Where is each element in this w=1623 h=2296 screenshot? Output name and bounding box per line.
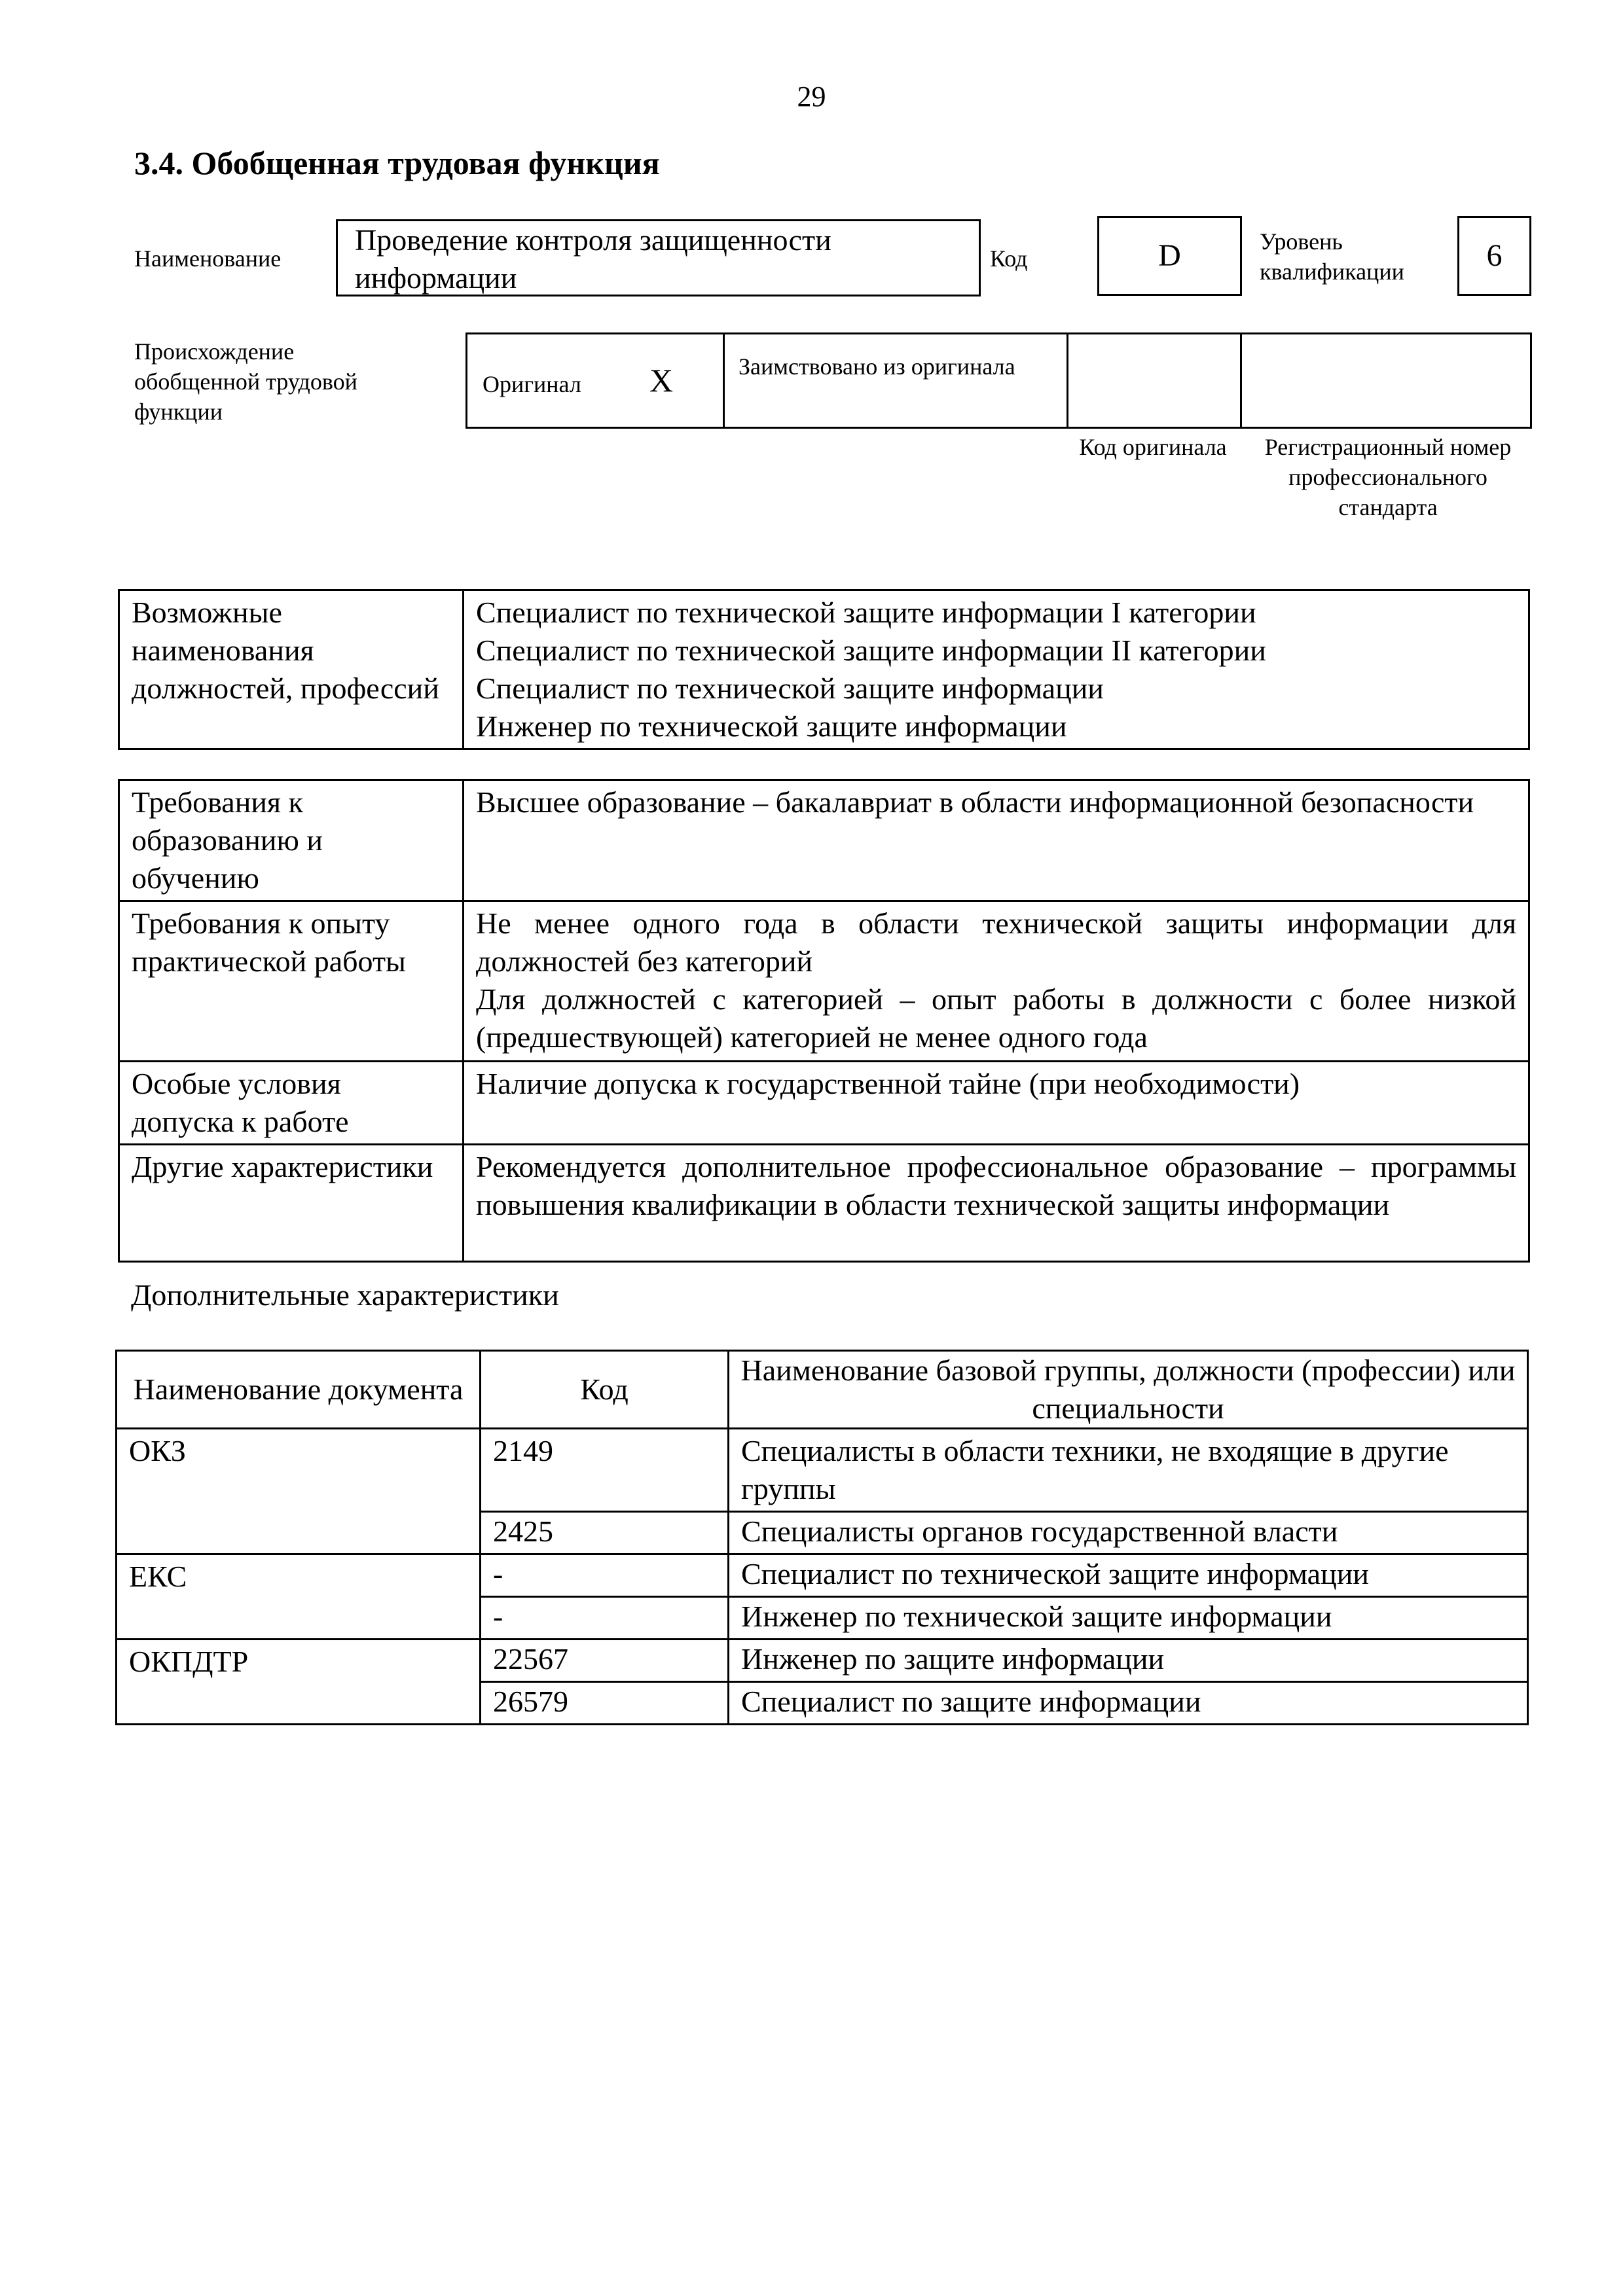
- additional-table: [115, 1350, 1529, 1725]
- code-cell: 22567: [481, 1640, 729, 1682]
- group-name-cell: Специалисты в области техники, не входящие в другие группы: [729, 1429, 1528, 1512]
- name-value-box: [336, 219, 981, 296]
- code-cell: -: [481, 1597, 729, 1640]
- origin-label: Происхождение обобщенной трудовой функции: [134, 338, 357, 425]
- code-cell: 26579: [481, 1682, 729, 1725]
- origin-divider: [1240, 332, 1242, 429]
- header-code: Код: [481, 1351, 729, 1429]
- code-cell: 2149: [481, 1429, 729, 1512]
- group-name-cell: Специалист по технической защите информации: [729, 1554, 1528, 1597]
- reg-number-caption: Регистрационный номер профессионального стандарта: [1264, 434, 1512, 520]
- doc-eks: ЕКС: [117, 1554, 481, 1640]
- position-item: Инженер по технической защите информации: [476, 709, 1067, 743]
- original-label: Оригинал: [483, 371, 581, 397]
- req-label-other: Другие характеристики: [119, 1145, 464, 1262]
- doc-okpdtr: ОКПДТР: [117, 1640, 481, 1725]
- req-value-education: [464, 780, 1529, 901]
- additional-title: Дополнительные характеристики: [131, 1278, 559, 1312]
- position-item: Специалист по технической защите информации II категории: [476, 634, 1266, 667]
- positions-label: Возможные наименования должностей, профессий: [119, 590, 464, 749]
- section-title: 3.4. Обобщенная трудовая функция: [134, 145, 660, 181]
- group-name-cell: Специалисты органов государственной власти: [729, 1512, 1528, 1554]
- req-label-conditions: Особые условия допуска к работе: [119, 1062, 464, 1145]
- origin-divider: [1067, 332, 1068, 429]
- code-value: D: [1097, 216, 1242, 296]
- position-item: Специалист по технической защите информации: [476, 672, 1104, 705]
- req-line: Наличие допуска к государственной тайне (при необходимости): [476, 1067, 1300, 1100]
- req-label-education: Требования к образованию и обучению: [119, 780, 464, 901]
- code-label: Код: [990, 245, 1028, 272]
- level-value: 6: [1457, 216, 1531, 296]
- req-line: Рекомендуется дополнительное профессиональное образование – программы повышения квалификации в области технической защиты информации: [476, 1150, 1516, 1221]
- code-cell: 2425: [481, 1512, 729, 1554]
- group-name-cell: Инженер по защите информации: [729, 1640, 1528, 1682]
- requirements-table: [118, 779, 1530, 1263]
- req-line: Для должностей с категорией – опыт работы в должности с более низкой (предшествующей) категорией не менее одного года: [476, 982, 1516, 1054]
- positions-table: [118, 589, 1530, 750]
- borrowed-label: Заимствовано из оригинала: [739, 353, 1015, 380]
- origin-divider: [723, 332, 725, 429]
- header-group-name: Наименование базовой группы, должности (профессии) или специальности: [729, 1351, 1528, 1429]
- req-value-other: [464, 1145, 1529, 1262]
- req-line: Не менее одного года в области технической защиты информации для должностей без категорий: [476, 906, 1516, 978]
- req-value-experience: [464, 901, 1529, 1062]
- group-name-cell: Специалист по защите информации: [729, 1682, 1528, 1725]
- position-item: Специалист по технической защите информации I категории: [476, 596, 1256, 629]
- name-label: Наименование: [134, 245, 282, 272]
- doc-okz: ОКЗ: [117, 1429, 481, 1554]
- positions-list: [464, 590, 1529, 749]
- level-label: Уровень квалификации: [1260, 228, 1404, 285]
- req-label-experience: Требования к опыту практической работы: [119, 901, 464, 1062]
- page-number: 29: [797, 81, 826, 113]
- code-cell: -: [481, 1554, 729, 1597]
- group-name-cell: Инженер по технической защите информации: [729, 1597, 1528, 1640]
- original-mark: X: [649, 362, 674, 399]
- header-document: Наименование документа: [117, 1351, 481, 1429]
- code-original-caption: Код оригинала: [1079, 434, 1227, 460]
- function-name: Проведение контроля защищенности информации: [355, 223, 831, 295]
- req-line: Высшее образование – бакалавриат в области информационной безопасности: [476, 785, 1474, 819]
- req-value-conditions: [464, 1062, 1529, 1145]
